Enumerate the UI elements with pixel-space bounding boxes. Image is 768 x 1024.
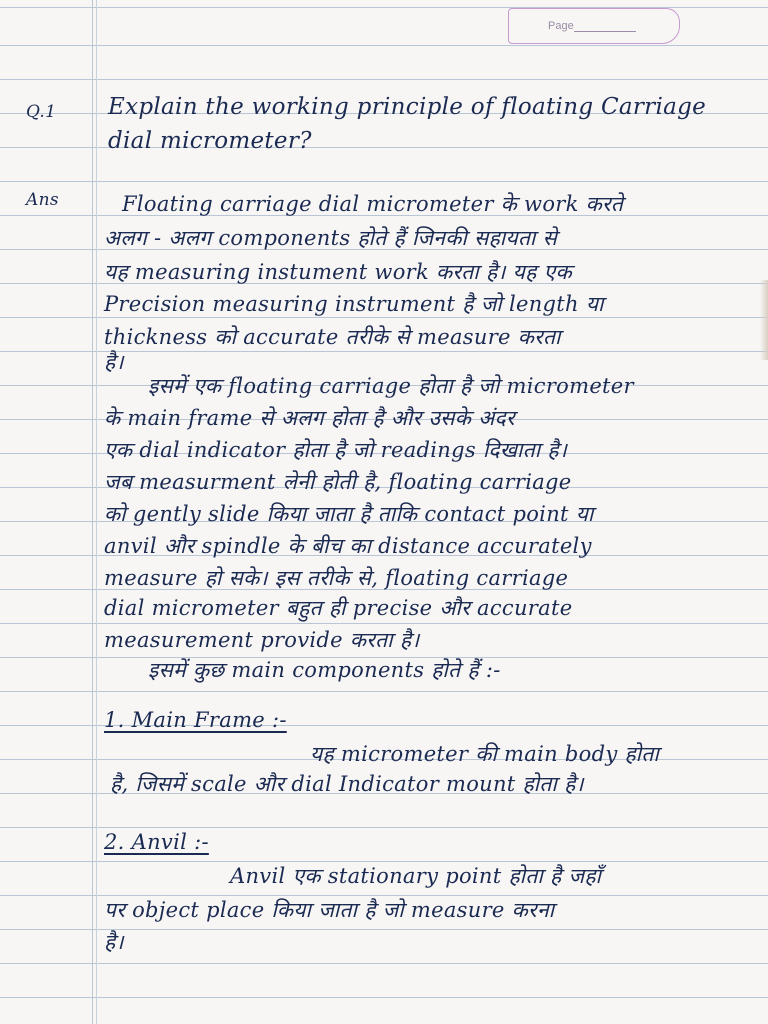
section-heading-main-frame: 1. Main Frame :- <box>104 708 287 732</box>
answer-line: thickness को accurate तरीके से measure करता <box>104 325 561 349</box>
answer-line: इसमें कुछ main components होते हैं :- <box>148 658 501 682</box>
answer-line: Precision measuring instrument है जो length या <box>104 292 604 316</box>
question-line: Explain the working principle of floating Carriage <box>108 94 707 120</box>
page-number-blank <box>574 31 636 32</box>
question-line: dial micrometer? <box>108 128 312 154</box>
section-line: पर object place किया जाता है जो measure करना <box>104 898 555 922</box>
margin-line <box>96 0 97 1024</box>
page-number-stamp <box>508 8 680 44</box>
answer-line: Floating carriage dial micrometer के work करते <box>122 192 624 216</box>
answer-line: इसमें एक floating carriage होता है जो micrometer <box>148 374 634 398</box>
answer-line: है। <box>104 350 124 374</box>
answer-line: के main frame से अलग होता है और उसके अंदर <box>104 406 515 430</box>
question-label: Q.1 <box>26 102 57 122</box>
section-line: है, जिसमें scale और dial Indicator mount होता है। <box>110 772 584 796</box>
answer-line: measure हो सके। इस तरीके से, floating carriage <box>104 566 569 590</box>
section-line: यह micrometer की main body होता <box>310 742 660 766</box>
section-line: है। <box>104 930 124 954</box>
page-edge-shadow <box>760 280 768 360</box>
margin-line <box>92 0 93 1024</box>
section-heading-anvil: 2. Anvil :- <box>104 830 209 854</box>
answer-label: Ans <box>26 190 59 210</box>
answer-line: measurement provide करता है। <box>104 628 420 652</box>
answer-line: एक dial indicator होता है जो readings दिखाता है। <box>104 438 568 462</box>
answer-line: अलग - अलग components होते हैं जिनकी सहायता से <box>104 226 558 250</box>
section-line: Anvil एक stationary point होता है जहाँ <box>230 864 602 888</box>
answer-line: dial micrometer बहुत ही precise और accurate <box>104 596 573 620</box>
answer-line: को gently slide किया जाता है ताकि contact point या <box>104 502 594 526</box>
page-number-label: Page <box>548 20 574 32</box>
answer-line: anvil और spindle के बीच का distance accurately <box>104 534 592 558</box>
answer-line: यह measuring instument work करता है। यह एक <box>104 260 572 284</box>
answer-line: जब measurment लेनी होती है, floating carriage <box>104 470 572 494</box>
